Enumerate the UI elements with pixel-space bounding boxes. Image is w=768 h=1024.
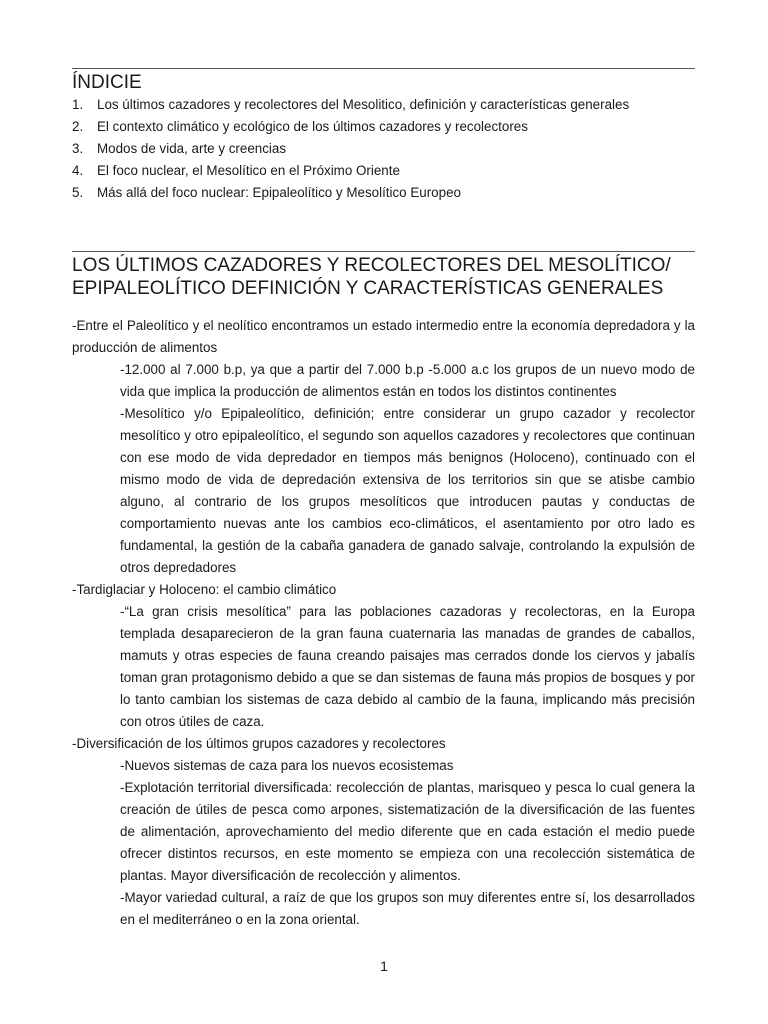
toc-title: ÍNDICIE	[72, 72, 142, 93]
toc-item-number: 3.	[72, 141, 84, 156]
toc-list	[72, 94, 695, 204]
top-divider	[72, 68, 695, 69]
body-subparagraph: -12.000 al 7.000 b.p, ya que a partir del 7.000 b.p -5.000 a.c los grupos de un nuevo modo de vida que implica la producción de alimentos están en todos los distintos continentes	[120, 362, 695, 399]
toc-item-text: El foco nuclear, el Mesolítico en el Próximo Oriente	[97, 163, 400, 178]
toc-item-number: 1.	[72, 97, 84, 112]
section-title-line: LOS ÚLTIMOS CAZADORES Y RECOLECTORES DEL MESOLÍTICO/	[72, 255, 671, 276]
body-subparagraph: -Mayor variedad cultural, a raíz de que los grupos son muy diferentes entre sí, los desarrollados en el mediterráneo o en la zona oriental.	[120, 890, 695, 927]
toc-item-number: 4.	[72, 163, 84, 178]
body-subparagraph: -“La gran crisis mesolítica” para las poblaciones cazadoras y recolectoras, en la Europa templada desaparecieron de la gran fauna cuaternaria las manadas de grandes de caballos, mamuts y otras especies de fauna creando paisajes mas cerrados donde los ciervos y jabalís toman gran protagonismo debido a que se dan sistemas de fauna más propios de bosques y por lo tanto cambian los sistemas de caza debido al cambio de la fauna, implicando más precisión con otros útiles de caza.	[120, 604, 695, 729]
body-paragraph: -Tardiglaciar y Holoceno: el cambio climático	[72, 582, 337, 597]
body-subparagraph: -Nuevos sistemas de caza para los nuevos ecosistemas	[120, 758, 454, 773]
toc-item	[72, 138, 695, 160]
body-subparagraph: -Explotación territorial diversificada: recolección de plantas, marisqueo y pesca lo cual genera la creación de útiles de pesca como arpones, sistematización de la diversificación de las fuentes de alimentación, aprovechamiento del medio diferente que en cada estación el medio puede ofrecer distintos recursos, en este momento se empieza con una recolección sistemática de plantas. Mayor diversificación de recolección y alimentos.	[120, 780, 695, 883]
body-paragraph: -Entre el Paleolítico y el neolítico encontramos un estado intermedio entre la economía depredadora y la producción de alimentos	[72, 318, 695, 355]
toc-item	[72, 160, 695, 182]
page-number: 1	[380, 958, 388, 974]
toc-item-number: 2.	[72, 119, 84, 134]
body-paragraph: -Diversificación de los últimos grupos cazadores y recolectores	[72, 736, 446, 751]
section-title-line: EPIPALEOLÍTICO DEFINICIÓN Y CARACTERÍSTICAS GENERALES	[72, 278, 664, 299]
body-subparagraph: -Mesolítico y/o Epipaleolítico, definición; entre considerar un grupo cazador y recolector mesolítico y otro epipaleolítico, el segundo son aquellos cazadores y recolectores que continuan con ese modo de vida depredador en tiempos más benignos (Holoceno), continuado con el mismo modo de vida de depredación extensiva de los territorios sin que se atisbe cambio alguno, al contrario de los grupos mesolíticos que introducen pautas y conductas de comportamiento nuevas ante los cambios eco-climáticos, el asentamiento por otro lado es fundamental, la gestión de la cabaña ganadera de ganado salvaje, controlando la expulsión de otros depredadores	[120, 406, 695, 575]
toc-item-text: El contexto climático y ecológico de los últimos cazadores y recolectores	[97, 119, 528, 134]
section-body	[72, 315, 695, 931]
toc-item	[72, 116, 695, 138]
section-title	[72, 254, 712, 300]
toc-item	[72, 182, 695, 204]
toc-item-text: Modos de vida, arte y creencias	[97, 141, 287, 156]
section-divider	[72, 251, 695, 252]
toc-item	[72, 94, 695, 116]
toc-item-number: 5.	[72, 185, 84, 200]
toc-item-text: Más allá del foco nuclear: Epipaleolítico y Mesolítico Europeo	[97, 185, 461, 200]
toc-item-text: Los últimos cazadores y recolectores del Mesolitico, definición y características generales	[97, 97, 630, 112]
